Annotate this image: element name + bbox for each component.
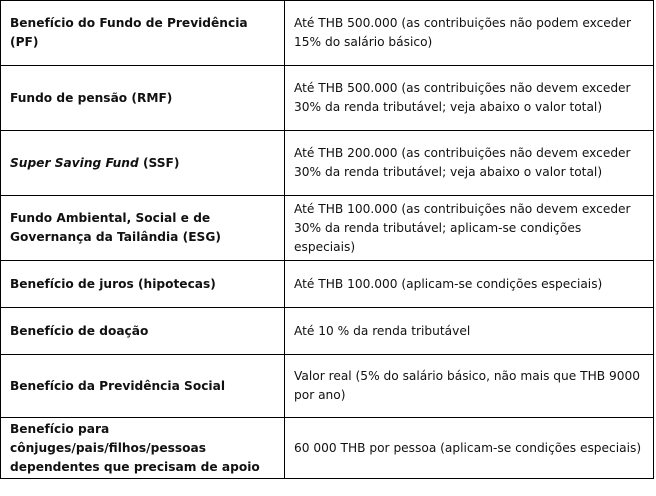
deduction-limit: Até THB 200.000 (as contribuições não devem exceder 30% da renda tributável; veja abaixo o valor total): [294, 146, 631, 179]
deduction-limit-cell: [285, 196, 654, 261]
deduction-limit: Até 10 % da renda tributável: [294, 323, 471, 338]
table-row-esg: [1, 196, 654, 261]
deduction-name: Fundo Ambiental, Social e de Governança da Tailândia (ESG): [10, 211, 221, 244]
deduction-limit: Valor real (5% do salário básico, não mais que THB 9000 por ano): [294, 369, 640, 402]
deduction-limit: Até THB 100.000 (aplicam-se condições especiais): [294, 276, 603, 291]
deduction-name: Benefício de doação: [10, 323, 149, 338]
table-row-dependents: [1, 418, 654, 479]
deduction-limit-cell: [285, 308, 654, 355]
deduction-name: Benefício do Fundo de Previdência (PF): [10, 16, 248, 49]
table-row-interest: [1, 261, 654, 308]
deduction-name-cell: [1, 308, 285, 355]
deduction-name: Benefício da Previdência Social: [10, 378, 226, 393]
deduction-limit-cell: [285, 66, 654, 131]
deduction-name-cell: [1, 66, 285, 131]
table-row-social-security: [1, 355, 654, 418]
deduction-limit-cell: [285, 355, 654, 418]
deductions-table-body: [1, 1, 654, 479]
table-row-donation: [1, 308, 654, 355]
deduction-limit: Até THB 100.000 (as contribuições não devem exceder 30% da renda tributável; aplicam-se condições especiais): [294, 201, 631, 254]
deduction-name: Benefício de juros (hipotecas): [10, 276, 216, 291]
deduction-name-cell: [1, 1, 285, 66]
table-row-rmf: [1, 66, 654, 131]
deduction-limit-cell: [285, 418, 654, 479]
deduction-limit: Até THB 500.000 (as contribuições não podem exceder 15% do salário básico): [294, 16, 632, 49]
deduction-name: Fundo de pensão (RMF): [10, 90, 173, 105]
deduction-limit: Até THB 500.000 (as contribuições não devem exceder 30% da renda tributável; veja abaixo o valor total): [294, 81, 631, 114]
deduction-name-cell: [1, 418, 285, 479]
deduction-limit: 60 000 THB por pessoa (aplicam-se condições especiais): [294, 440, 642, 455]
deduction-name-cell: [1, 131, 285, 196]
table-row-ssf: [1, 131, 654, 196]
deduction-name: Benefício para cônjuges/pais/filhos/pessoas dependentes que precisam de apoio: [10, 421, 260, 474]
deduction-name-italic: Super Saving Fund: [10, 155, 139, 170]
deduction-name-cell: [1, 261, 285, 308]
deduction-limit-cell: [285, 131, 654, 196]
table-row-provident-fund: [1, 1, 654, 66]
deduction-limit-cell: [285, 261, 654, 308]
deduction-limit-cell: [285, 1, 654, 66]
deduction-name-suffix: (SSF): [138, 155, 180, 170]
deduction-name-cell: [1, 196, 285, 261]
deduction-name-cell: [1, 355, 285, 418]
